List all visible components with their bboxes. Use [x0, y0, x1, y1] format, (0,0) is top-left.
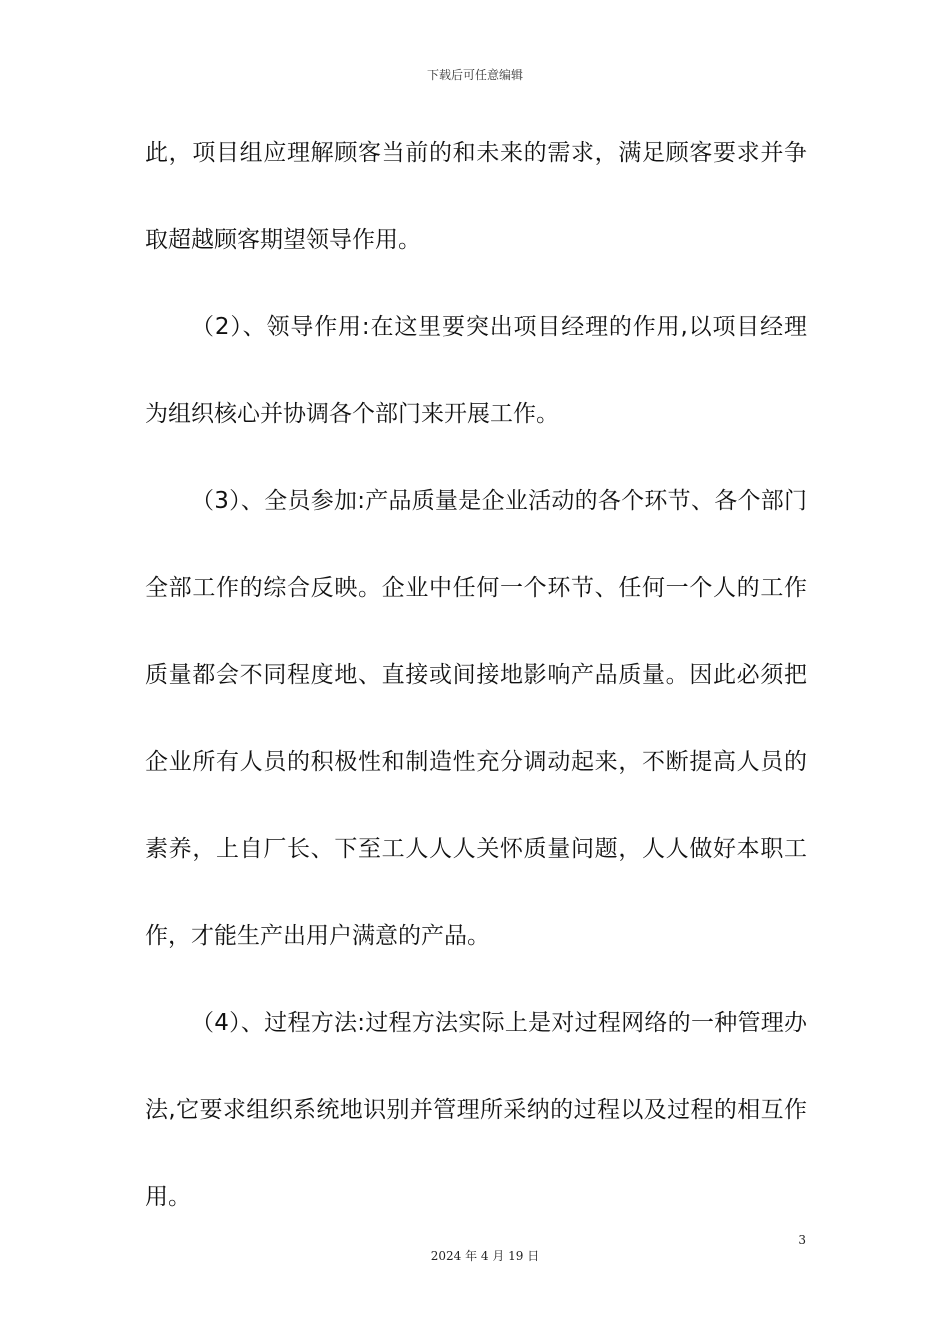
body-line: 取超越顾客期望领导作用。 [145, 227, 421, 253]
document-body [145, 127, 807, 1258]
body-line: 为组织核心并协调各个部门来开展工作。 [145, 401, 559, 427]
body-line: 用。 [145, 1184, 191, 1210]
body-line: 企业所有人员的积极性和制造性充分调动起来，不断提高人员的 [145, 749, 807, 775]
body-line: 质量都会不同程度地、直接或间接地影响产品质量。因此必须把 [145, 662, 807, 688]
paragraph-2-start: （2）、领导作用:在这里要突出项目经理的作用,以项目经理 [191, 314, 807, 340]
footer-date: 2024 年 4 月 19 日 [430, 1249, 540, 1263]
paragraph-4-start: （4）、过程方法:过程方法实际上是对过程网络的一种管理办 [191, 1010, 807, 1036]
body-line: 素养，上自厂长、下至工人人人关怀质量问题，人人做好本职工 [145, 836, 807, 862]
body-line: 法,它要求组织系统地识别并管理所采纳的过程以及过程的相互作 [145, 1097, 807, 1123]
body-line: 此，项目组应理解顾客当前的和未来的需求，满足顾客要求并争 [145, 140, 807, 166]
body-line: 作，才能生产出用户满意的产品。 [145, 923, 490, 949]
paragraph-3-start: （3）、全员参加:产品质量是企业活动的各个环节、各个部门 [191, 488, 807, 514]
body-line: 全部工作的综合反映。企业中任何一个环节、任何一个人的工作 [145, 575, 807, 601]
page-number: 3 [798, 1233, 806, 1247]
page-header: 下载后可任意编辑 [426, 68, 523, 82]
